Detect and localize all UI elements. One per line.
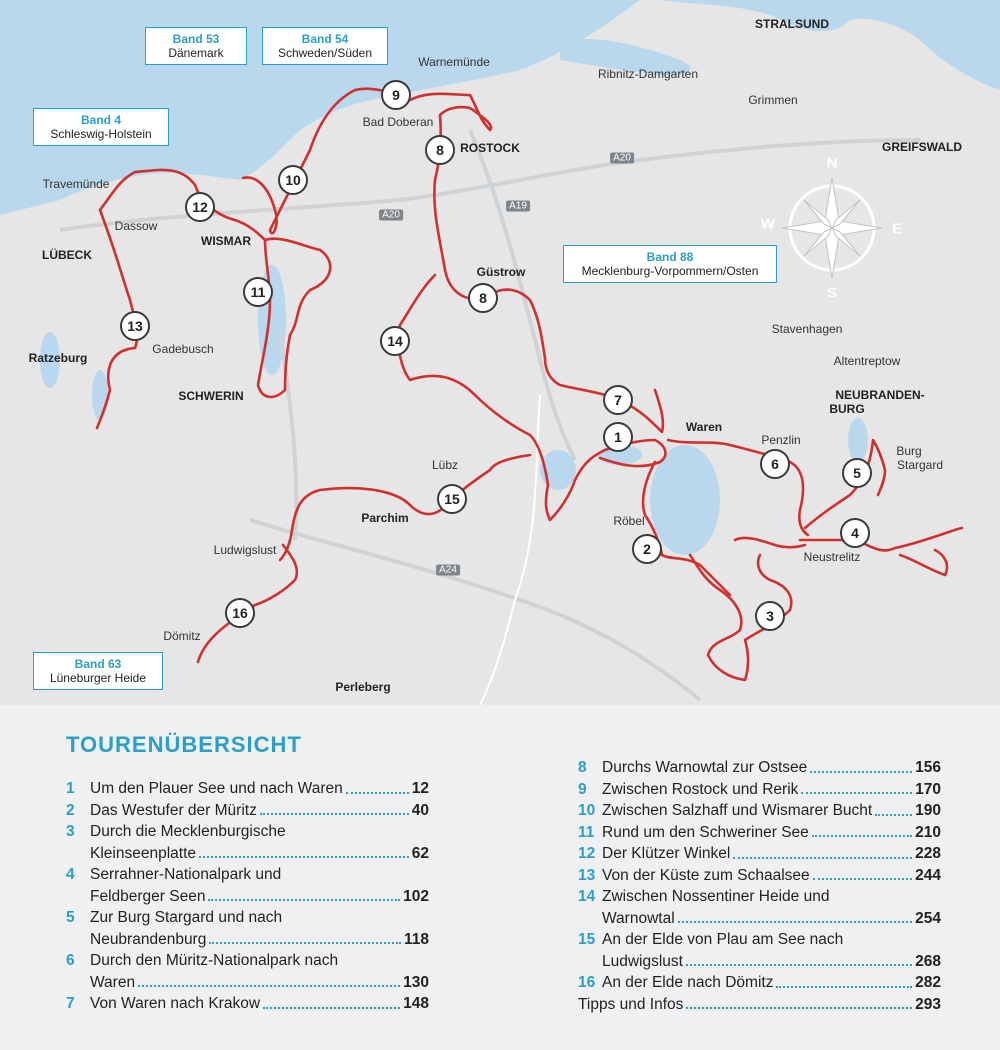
place-label: Stargard <box>896 458 944 472</box>
toc-leader-dots <box>208 899 400 901</box>
toc-entry-number: 9 <box>578 780 587 798</box>
toc-entry-title: Von der Küste zum Schaalsee <box>602 866 810 884</box>
tour-badge[interactable]: 3 <box>755 601 785 631</box>
place-label: Travemünde <box>42 177 110 191</box>
place-label: Waren <box>685 420 723 434</box>
toc-leader-dots <box>733 857 912 859</box>
tour-badge[interactable]: 5 <box>842 458 872 488</box>
toc-entry-page: 244 <box>915 866 941 884</box>
place-label: SCHWERIN <box>178 389 244 403</box>
toc-entry-number: 4 <box>66 866 75 883</box>
toc-entry[interactable] <box>578 779 941 801</box>
toc-leader-dots <box>776 986 912 988</box>
place-label: Burg <box>896 444 922 458</box>
toc-entry-title: Serrahner-Nationalpark und <box>90 866 282 883</box>
toc-entry-page: 190 <box>915 802 941 819</box>
tour-badge[interactable]: 11 <box>243 277 273 307</box>
toc-entry-number: 16 <box>578 974 596 991</box>
toc-entry-title: Neubrandenburg <box>90 930 207 948</box>
toc-entry-page: 40 <box>411 801 429 819</box>
tour-badge[interactable]: 9 <box>381 80 411 110</box>
toc-entry-number: 7 <box>66 995 75 1012</box>
place-label: Parchim <box>361 511 409 525</box>
toc-entry-page: 268 <box>915 952 941 970</box>
toc-entry-number: 13 <box>578 866 596 884</box>
route-15 <box>280 455 530 560</box>
toc-entry-page: 130 <box>403 973 429 991</box>
toc-entry-title: Kleinseenplatte <box>90 844 196 862</box>
tour-badge[interactable]: 6 <box>760 449 790 479</box>
toc-entry-title: Feldberger Seen <box>90 887 206 905</box>
state-border <box>480 395 540 705</box>
place-label: Dassow <box>114 219 158 233</box>
toc-entry-title: Der Klützer Winkel <box>602 845 731 862</box>
band-box <box>33 652 163 690</box>
toc-entry-page: 170 <box>915 780 941 798</box>
compass-north-label: N <box>826 154 838 172</box>
lake-tollense <box>848 418 868 462</box>
toc-entry-title: Zur Burg Stargard und nach <box>90 909 283 926</box>
toc-entry[interactable] <box>66 800 429 822</box>
toc-entry-number: 15 <box>578 931 596 948</box>
toc-entry-title: Waren <box>90 973 136 991</box>
place-label: ROSTOCK <box>460 141 520 155</box>
toc-entry-title: An der Elde nach Dömitz <box>602 974 774 991</box>
place-label: GREIFSWALD <box>882 140 962 154</box>
toc-entry-title: Ludwigslust <box>602 952 683 970</box>
band-box <box>33 108 169 146</box>
toc-entry-title: Das Westufer der Müritz <box>90 801 257 819</box>
toc-leader-dots <box>686 1007 912 1009</box>
band-title: Band 88 <box>646 250 694 264</box>
toc-leader-dots <box>138 985 400 987</box>
toc-entry-title: Rund um den Schweriner See <box>602 823 809 841</box>
toc-entry-page: 282 <box>915 974 941 991</box>
toc-entry[interactable] <box>578 972 941 994</box>
place-label: LÜBECK <box>42 248 92 262</box>
toc-leader-dots <box>810 771 912 773</box>
place-label: Altentreptow <box>833 354 901 368</box>
compass-rose <box>782 178 882 278</box>
toc-entry-page: 228 <box>915 845 941 862</box>
toc-entry-number: 3 <box>66 823 75 840</box>
compass-west-label: W <box>760 215 776 233</box>
toc-entry-title: Um den Plauer See und nach Waren <box>90 780 343 797</box>
toc-entry[interactable] <box>66 907 429 950</box>
compass-south-label: S <box>826 284 838 302</box>
band-subtitle: Dänemark <box>168 46 224 60</box>
toc-leader-dots <box>801 792 912 794</box>
toc-entry-page: 156 <box>915 759 941 776</box>
band-title: Band 4 <box>80 113 121 127</box>
place-label: Warnemünde <box>418 55 490 69</box>
toc-entry[interactable] <box>66 778 429 800</box>
place-label: Dömitz <box>163 629 201 643</box>
toc-entry-title: Durchs Warnowtal zur Ostsee <box>602 759 808 776</box>
place-label: STRALSUND <box>755 17 829 31</box>
toc-column-right <box>578 757 941 1015</box>
toc-entry[interactable] <box>578 843 941 865</box>
toc-entry-page: 293 <box>915 995 941 1013</box>
toc-entry-number: 11 <box>578 823 595 841</box>
place-label: Grimmen <box>748 93 798 107</box>
toc-leader-dots <box>263 1007 400 1009</box>
toc-entry-title: Durch die Mecklenburgische <box>90 823 286 840</box>
toc-leader-dots <box>875 814 912 816</box>
place-label: Lübz <box>431 458 459 472</box>
toc-entry-page: 12 <box>411 780 429 797</box>
tour-badge[interactable]: 16 <box>225 598 255 628</box>
place-label: WISMAR <box>201 234 251 248</box>
route-5 <box>805 440 885 528</box>
lake-ratzeburg <box>92 370 108 420</box>
tour-badge[interactable]: 7 <box>603 385 633 415</box>
band-title: Band 54 <box>301 32 349 46</box>
band-title: Band 63 <box>74 657 122 671</box>
toc-entry[interactable] <box>66 993 429 1015</box>
toc-entry-number: 12 <box>578 845 596 862</box>
place-label: Perleberg <box>335 680 391 694</box>
toc-leader-dots <box>813 878 912 880</box>
tour-badge[interactable]: 8 <box>468 283 498 313</box>
toc-entry-title: Zwischen Nossentiner Heide und <box>602 888 830 905</box>
toc-entry-title: Zwischen Rostock und Rerik <box>602 780 799 798</box>
toc-entry-title: Durch den Müritz-Nationalpark nach <box>90 952 339 969</box>
place-label: NEUBRANDEN- <box>835 388 925 402</box>
band-title: Band 53 <box>172 32 220 46</box>
toc-entry-title: Von Waren nach Krakow <box>90 995 261 1012</box>
toc-entry-number: 10 <box>578 802 596 819</box>
band-box <box>262 27 388 65</box>
toc-entry-number: 5 <box>66 909 75 926</box>
toc-leader-dots <box>199 856 409 858</box>
toc-entry-number: 1 <box>66 780 75 797</box>
tour-badge[interactable]: 15 <box>437 484 467 514</box>
band-subtitle: Lüneburger Heide <box>49 671 147 685</box>
place-label: Ribnitz-Damgarten <box>597 67 699 81</box>
place-label: Gadebusch <box>152 342 214 356</box>
toc-entry-title: Zwischen Salzhaff und Wismarer Bucht <box>602 802 873 819</box>
toc-title: TOURENÜBERSICHT <box>66 732 302 757</box>
toc-entry[interactable] <box>578 994 941 1016</box>
toc-leader-dots <box>812 835 912 837</box>
road-label: A20 <box>610 153 634 164</box>
toc-leader-dots <box>209 942 401 944</box>
tour-badge[interactable]: 14 <box>380 326 410 356</box>
road-label: A20 <box>379 210 403 221</box>
toc-entry-page: 118 <box>403 930 429 948</box>
tour-badge[interactable]: 10 <box>278 165 308 195</box>
toc-entry-page: 148 <box>403 995 429 1012</box>
baltic-sea-east <box>660 0 1000 90</box>
toc-entry[interactable] <box>578 757 941 779</box>
tour-badge[interactable]: 2 <box>632 534 662 564</box>
road-label: A19 <box>506 201 530 212</box>
toc-leader-dots <box>678 921 912 923</box>
toc-leader-dots <box>260 813 409 815</box>
toc-entry[interactable] <box>578 929 941 972</box>
tour-badge[interactable]: 12 <box>185 192 215 222</box>
toc-entry-number: 14 <box>578 888 596 905</box>
band-subtitle: Schweden/Süden <box>277 46 373 60</box>
toc-entry[interactable] <box>578 800 941 822</box>
toc-entry-page: 102 <box>403 887 429 905</box>
toc-column-left <box>66 778 429 1015</box>
tour-badge[interactable]: 4 <box>840 518 870 548</box>
place-label: Ludwigslust <box>213 543 277 557</box>
toc-entry-page: 62 <box>411 844 429 862</box>
toc-leader-dots <box>686 964 912 966</box>
tour-badge[interactable]: 13 <box>120 311 150 341</box>
toc-entry[interactable] <box>66 864 429 907</box>
place-label: Stavenhagen <box>771 322 843 336</box>
route-14 <box>398 275 530 435</box>
toc-entry[interactable] <box>578 886 941 929</box>
toc-entry-number: 8 <box>578 759 587 776</box>
toc-entry[interactable] <box>578 822 941 844</box>
band-box <box>563 245 777 283</box>
place-label: BURG <box>829 402 865 416</box>
toc-entry[interactable] <box>66 821 429 864</box>
road-a14 <box>280 330 296 540</box>
toc-entry-page: 210 <box>915 823 941 841</box>
band-box <box>145 27 247 65</box>
band-subtitle: Mecklenburg-Vorpommern/Osten <box>581 264 759 278</box>
toc-entry[interactable] <box>66 950 429 993</box>
toc-entry-number: 6 <box>66 952 75 969</box>
place-label: Penzlin <box>761 433 801 447</box>
road-label: A24 <box>436 565 460 576</box>
place-label: Güstrow <box>476 265 526 279</box>
toc-entry-title: Warnowtal <box>602 909 675 927</box>
compass-east-label: E <box>891 220 903 238</box>
tour-overview <box>0 705 1000 1050</box>
place-label: Ratzeburg <box>28 351 88 365</box>
tour-badge[interactable]: 8 <box>425 135 455 165</box>
place-label: Neustrelitz <box>803 550 861 564</box>
place-label: Röbel <box>613 514 645 528</box>
place-label: Bad Doberan <box>362 115 434 129</box>
toc-leader-dots <box>346 792 409 794</box>
toc-entry-page: 254 <box>915 909 941 927</box>
toc-entry-number: 2 <box>66 801 75 819</box>
tour-badge[interactable]: 1 <box>603 422 633 452</box>
band-subtitle: Schleswig-Holstein <box>50 127 152 141</box>
toc-entry-title: An der Elde von Plau am See nach <box>602 931 844 948</box>
toc-entry-title: Tipps und Infos <box>578 995 684 1013</box>
toc-entry[interactable] <box>578 865 941 887</box>
